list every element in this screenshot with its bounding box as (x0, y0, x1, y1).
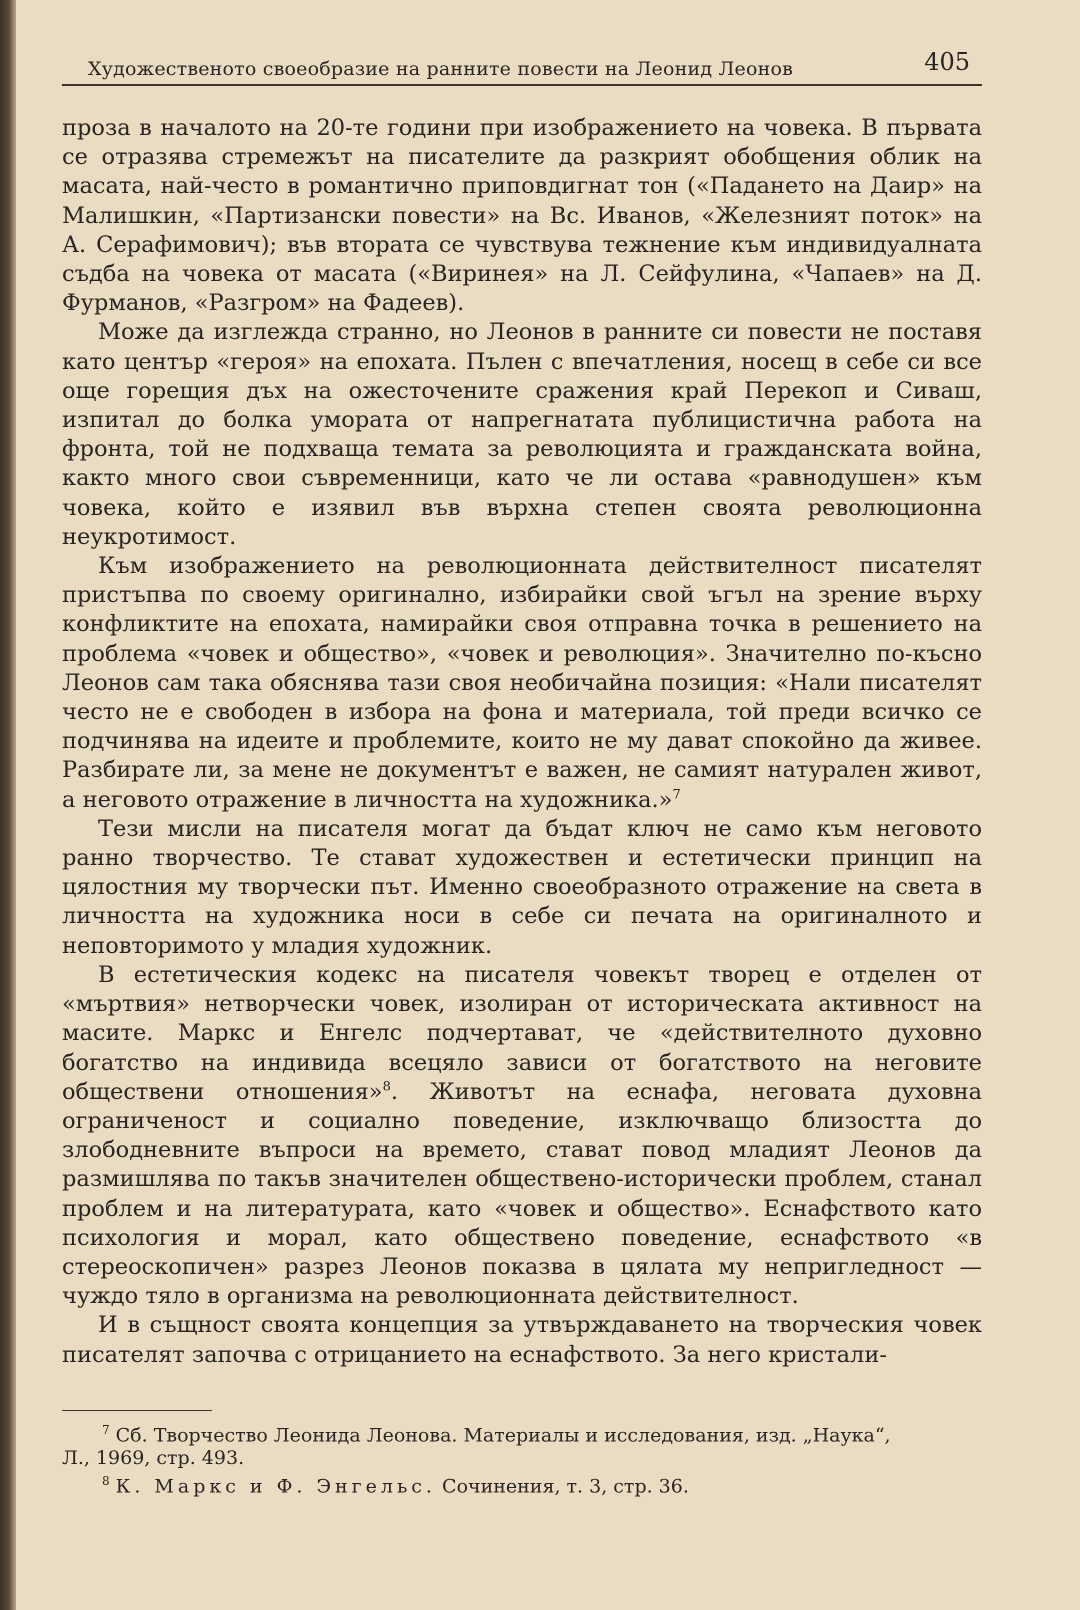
paragraph-4: Тези мисли на писателя могат да бъдат ключ не само към неговото ранно творчество. Те стават художествен и естетически принцип на цялостния му творчески път. Именно своеобразното отражение на света в личността на художника носи в себе си печата на оригиналното и неповторимото у младия художник. (62, 815, 982, 959)
book-page (62, 40, 982, 1498)
footnote-8-text: Сочинения, т. 3, стр. 36. (442, 1475, 689, 1498)
running-head (62, 40, 982, 86)
footnote-8-author: К. Маркс и Ф. Энгельс. (115, 1475, 436, 1498)
footnote-mark-7: 7 (102, 1422, 110, 1437)
footnote-ref-8: 8 (382, 1079, 391, 1095)
footnote-7-text: Сб. Творчество Леонида Леонова. Материалы и исследования, изд. „Наука“, (115, 1424, 891, 1447)
footnote-ref-7: 7 (672, 787, 681, 803)
paragraph-6: И в същност своята концепция за утвърждаването на творческия човек писателят започва с отрицанието на еснафството. За него кристали- (62, 1312, 982, 1368)
footnote-rule (62, 1410, 212, 1411)
paragraph-1: проза в началото на 20-те години при изображението на човека. В първата се отразява стремежът на писателите да разкрият обобщения облик на масата, най-често в романтично приповдигнат тон («Падането на Даир» на Малишкин, «Партизански повести» на Вс. Иванов, «Железният поток» на А. Серафимович); във втората се чувствува тежнение към индивидуалната съдба на човека от масата («Виринея» на Л. Сейфулина, «Чапаев» на Д. Фурманов, «Разгром» на Фадеев). (62, 115, 982, 317)
paragraph-5: В естетическия кодекс на писателя човекът творец е отделен от «мъртвия» нетворчески човек, изолиран от историческата активност на масите. Маркс и Енгелс подчертават, че «действителното духовно богатство на индивида всецяло зависи от богатството на неговите обществени отношения»$^8$. Животът на еснафа, неговата духовна ограниченост и социално поведение, изключващо близостта до злободневните въпроси на времето, стават повод младият Леонов да размишлява по такъв значителен обществено-исторически проблем, станал проблем и на литературата, като «човек и общество». Еснафството като психология и морал, като обществено поведение, еснафството «в стереоскопичен» разрез Леонов показва в цялата му непригледност — чуждо тяло в организма на революционната действителност. (62, 961, 982, 1310)
paragraph-2: Може да изглежда странно, но Леонов в ранните си повести не поставя като център «героя» на епохата. Пълен с впечатления, носещ в себе си все още горещия дъх на ожесточените сражения край Перекоп и Сиваш, изпитал до болка умората от напрегнатата публицистична работа на фронта, той не подхваща темата за революцията и гражданската война, както много свои съвременници, като че ли остава «равнодушен» към човека, който е изявил във върхна степен своята революционна неукротимост. (62, 319, 982, 550)
footnote-7-continuation: Л., 1969, стр. 493. (62, 1447, 245, 1470)
body-text (62, 114, 982, 1370)
running-title: Художественото своеобразие на ранните повести на Леонид Леонов (88, 58, 794, 80)
footnotes (62, 1419, 982, 1499)
paragraph-3: Към изображението на революционната действителност писателят пристъпва по своему оригинално, избирайки свой ъгъл на зрение върху конфликтите на епохата, намирайки своя отправна точка в решението на проблема «човек и общество», «човек и революция». Значително по-късно Леонов сам така обяснява тази своя необичайна позиция: «Нали писателят често не е свободен в избора на фона и материала, той преди всичко се подчинява на идеите и проблемите, които не му дават спокойно да живее. Разбирате ли, за мене не документът е важен, не самият натурален живот, а неговото отражение в личността на художника.»$^7$ (62, 553, 982, 813)
footnote-7 (62, 1419, 982, 1447)
book-spine-edge (0, 0, 16, 1610)
footnote-mark-8: 8 (102, 1474, 110, 1489)
footnote-8 (62, 1470, 982, 1498)
page-number: 405 (924, 48, 970, 76)
